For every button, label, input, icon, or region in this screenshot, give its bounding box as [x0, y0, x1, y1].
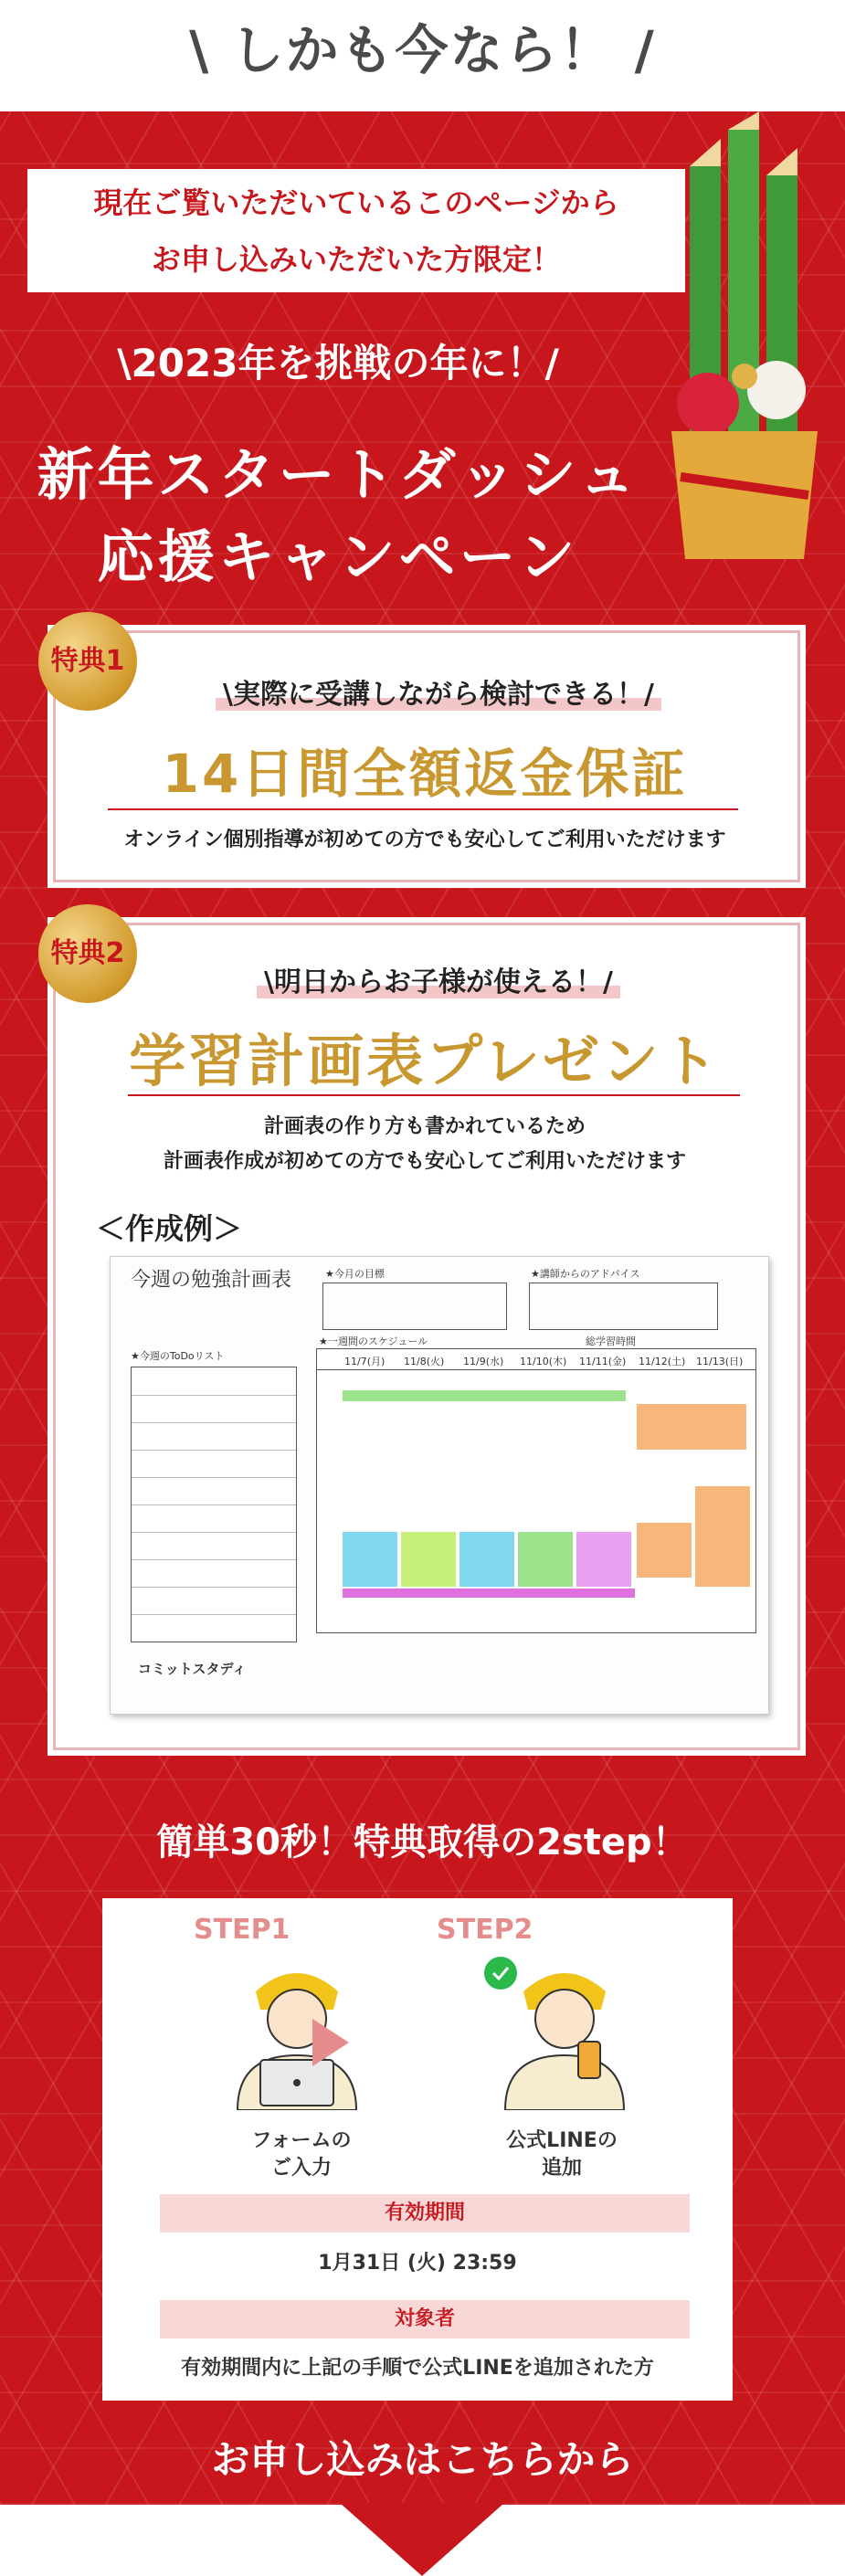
schedule-block: [637, 1404, 746, 1450]
step-2-caption-1: 公式LINEの: [506, 2129, 618, 2152]
day-label: 11/8(火): [404, 1356, 445, 1367]
benefit-2-badge: 特典2: [38, 904, 137, 1003]
person-with-laptop-icon: [219, 1955, 375, 2110]
benefit-1-badge: 特典1: [38, 612, 137, 711]
notice-line-2: お申し込みいただいた方限定！: [151, 242, 561, 277]
sheet-total-label: 総学習時間: [586, 1336, 636, 1347]
down-arrow-icon[interactable]: [340, 2503, 504, 2576]
step-1-caption-2: ご入力: [270, 2157, 332, 2180]
period-label: 有効期間: [160, 2194, 690, 2233]
benefit-2-kicker-text: \明日からお子様が使える！/: [257, 966, 620, 998]
steps-title: 簡単30秒！特典取得の2step！: [156, 1821, 689, 1863]
schedule-block: [343, 1532, 397, 1587]
benefit-1-headline: 14日間全額返金保証: [162, 743, 688, 805]
day-label: 11/10(木): [520, 1356, 567, 1367]
campaign-subtitle: \2023年を挑戦の年に！/: [117, 341, 559, 385]
sheet-advice-label: ★講師からのアドバイス: [531, 1268, 640, 1280]
day-label: 11/9(水): [463, 1356, 504, 1367]
campaign-title-line-1: 新年スタートダッシュ: [37, 441, 639, 508]
benefit-1-kicker-text: \実際に受講しながら検討できる！/: [216, 679, 661, 711]
schedule-day-header: [317, 1349, 755, 1370]
apply-cta-button[interactable]: お申し込みはこちらから: [211, 2437, 634, 2482]
benefit-2-note-2: 計画表作成が初めての方でも安心してご利用いただけます: [163, 1150, 686, 1173]
schedule-block: [637, 1523, 692, 1578]
benefit-2-kicker: [164, 959, 713, 999]
target-label: 対象者: [160, 2300, 690, 2338]
day-label: 11/7(月): [344, 1356, 386, 1367]
step-1-caption-1: フォームの: [251, 2129, 352, 2152]
sheet-goals-label: ★今月の目標: [325, 1268, 385, 1280]
benefit-2-headline: 学習計画表プレゼント: [129, 1028, 721, 1094]
page-header-title: \ しかも今なら！ /: [189, 19, 656, 81]
sheet-todo-list: [131, 1367, 297, 1642]
benefit-1-divider: [108, 808, 738, 810]
sheet-logo: コミットスタディ: [138, 1661, 247, 1677]
sheet-advice-box: [529, 1283, 718, 1330]
step-1-label: STEP1: [194, 1914, 290, 1946]
example-label: ＜作成例＞: [96, 1211, 243, 1246]
day-label: 11/12(土): [639, 1356, 686, 1367]
schedule-block: [459, 1532, 514, 1587]
period-value: 1月31日 (火) 23:59: [318, 2252, 517, 2275]
schedule-block: [576, 1532, 631, 1587]
step-2-label: STEP2: [437, 1914, 533, 1946]
step-2-caption-2: 追加: [541, 2157, 582, 2180]
limited-offer-notice: [27, 169, 685, 292]
benefit-2-divider: [128, 1094, 740, 1096]
person-with-phone-icon: [482, 1955, 638, 2110]
sheet-title: 今週の勉強計画表: [131, 1269, 292, 1292]
sheet-schedule-label: ★一週間のスケジュール: [319, 1336, 428, 1347]
benefit-1-note: オンライン個別指導が初めての方でも安心してご利用いただけます: [123, 829, 726, 851]
benefit-1-kicker: [164, 671, 713, 712]
sheet-todo-label: ★今週のToDoリスト: [131, 1350, 225, 1362]
page-header: [0, 0, 845, 111]
schedule-block: [695, 1486, 750, 1587]
benefit-2-note-1: 計画表の作り方も書かれているため: [263, 1115, 586, 1138]
schedule-block: [343, 1589, 635, 1598]
campaign-title-line-2: 応援キャンペーン: [97, 523, 579, 590]
schedule-block: [518, 1532, 573, 1587]
schedule-block: [401, 1532, 456, 1587]
sheet-goals-box: [322, 1283, 507, 1330]
day-label: 11/13(日): [696, 1356, 744, 1367]
notice-line-1: 現在ご覧いただいているこのページから: [93, 185, 619, 220]
step-arrow-icon: [312, 2019, 349, 2066]
study-plan-sample: [110, 1256, 769, 1715]
target-value: 有効期間内に上記の手順で公式LINEを追加された方: [181, 2357, 654, 2380]
schedule-block: [343, 1390, 626, 1401]
sheet-schedule-grid: [316, 1348, 756, 1633]
day-label: 11/11(金): [579, 1356, 627, 1367]
